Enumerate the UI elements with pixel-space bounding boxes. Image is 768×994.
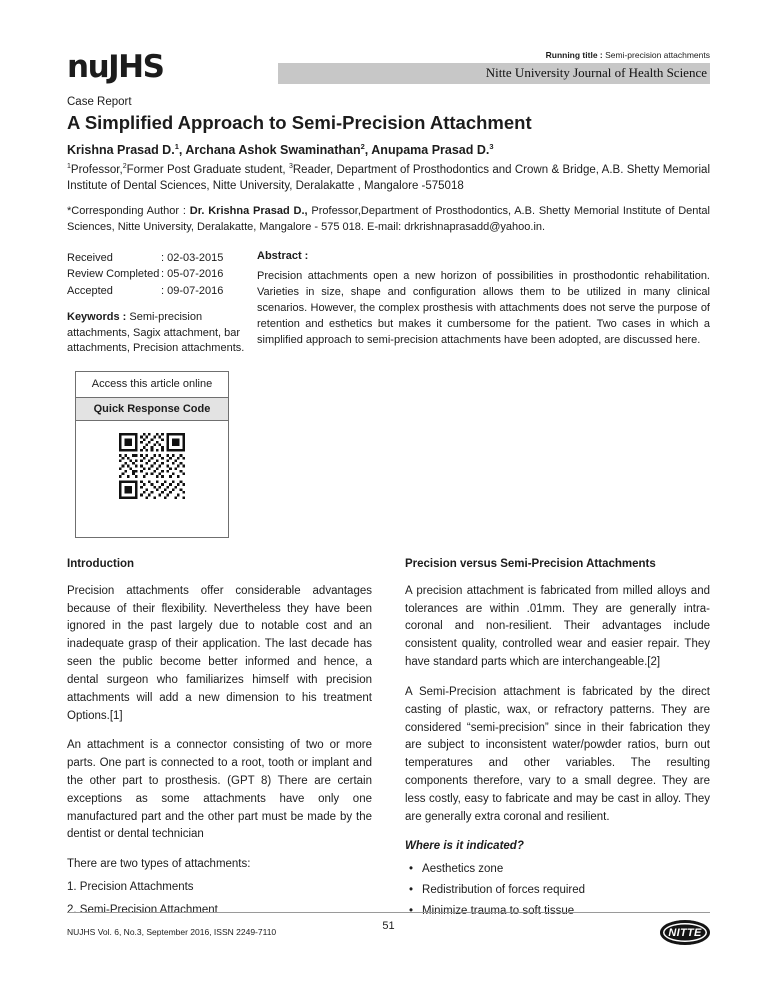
- abstract-text: Precision attachments open a new horizon of possibilities in prosthodontic rehabilitation. Varieties in size, shape and configuration allows them to be utilized in many clinical scenarios. However, the complex prosthesis with attachments does not serve the purpose of retention and esthetics but makes it cumbersome for the patient. Two cases in which a simplified approach to semi-precision attachments have been adopted, are discussed here.: [257, 269, 710, 347]
- left-column: [67, 556, 372, 921]
- nitte-logo: NITTE: [660, 920, 710, 945]
- access-box-title: Access this article online: [91, 378, 213, 391]
- page-footer: [67, 912, 710, 945]
- precision-vs-semiprecision-heading: Precision versus Semi-Precision Attachments: [405, 558, 656, 571]
- keywords-block: [67, 310, 249, 357]
- received-row: [67, 250, 249, 267]
- running-title-label: Running title :: [545, 50, 603, 60]
- review-completed-label: Review Completed: [67, 268, 160, 281]
- qr-code: [119, 433, 185, 499]
- semiprecision-paragraph: A Semi-Precision attachment is fabricated by the direct casting of plastic, wax, or refractory patterns. They are considered “semi-precision” since in their fabrication they are subject to inconsistent water/powder ratios, burn out temperatures and other variables. The resulting components therefore, vary to a small degree. They are less costly, easy to fabricate and may be cast in alloy. They are generally extra coronal and resilient.: [405, 685, 710, 823]
- journal-issue-info: NUJHS Vol. 6, No.3, September 2016, ISSN 2249-7110: [67, 926, 277, 937]
- attachment-types-intro: There are two types of attachments:: [67, 858, 251, 871]
- accepted-date: : 09-07-2016: [161, 284, 224, 297]
- corresponding-author-name: Dr. Krishna Prasad D.,: [189, 204, 308, 217]
- page-title: A Simplified Approach to Semi-Precision Attachment: [67, 112, 532, 133]
- introduction-paragraph-2: An attachment is a connector consisting of two or more parts. One part is connected to a root, tooth or implant and the other part to prosthesis. (GPT 8) There are certain exceptions as some attachments have only one manufactured part and the other part must be made by the dentist or dental technician: [67, 739, 372, 841]
- author-3: Anupama Prasad D.$^3$: [371, 142, 494, 158]
- author-1-sup: 1: [174, 142, 179, 151]
- right-column: [405, 556, 710, 921]
- indication-bullet-3: • Minimize trauma to soft tissue: [405, 903, 710, 921]
- affiliation-line: $^1$Professor,$^2$Former Post Graduate student, $^3$Reader, Department of Prosthodontics and Crown & Bridge, A.B. Shetty Memorial Institute of Dental Sciences, Nitte University, Deralakatte , Mangalore -575018: [67, 163, 710, 193]
- article-type: Case Report: [67, 96, 132, 108]
- running-title: [278, 50, 710, 60]
- received-label: Received: [67, 251, 113, 264]
- keywords-text: Semi-precision attachments, Sagix attachment, bar attachments, Precision attachments.: [67, 311, 245, 355]
- attachment-type-1: 1. Precision Attachments: [67, 881, 194, 894]
- qr-code-area: [76, 421, 228, 537]
- access-article-box: [75, 371, 229, 538]
- accepted-label: Accepted: [67, 284, 113, 297]
- indication-bullet-1: • Aesthetics zone: [405, 861, 710, 879]
- header-right: [278, 50, 710, 84]
- indication-bullet-2: • Redistribution of forces required: [405, 882, 710, 900]
- accepted-row: [67, 283, 249, 300]
- corresponding-author-details: Professor,Department of Prosthodontics, A.B. Shetty Memorial Institute of Dental Sciences, Nitte University, Deralakatte, Mangalore - 575 018. E-mail: drkrishnaprasadd@yahoo.in.: [67, 204, 710, 233]
- indications-heading: Where is it indicated?: [405, 840, 524, 853]
- article-body: [67, 556, 710, 921]
- abstract-label: Abstract :: [257, 249, 309, 262]
- running-title-text: Semi-precision attachments: [602, 50, 710, 60]
- received-date: : 02-03-2015: [161, 251, 224, 264]
- article-dates: [67, 250, 249, 538]
- introduction-paragraph-1: Precision attachments offer considerable advantages because of their flexibility. Nevertheless they have been ignored in the past largely due to notable cost and an inadequate grasp of their application. The last decade has seen the public become better informed and hence, a dental surgeon who familiarizes himself with precision attachments will add a new dimension to his treatment Options.[1]: [67, 584, 372, 722]
- nujhs-logo: nuJHS: [67, 49, 164, 85]
- authors-line: [67, 142, 710, 157]
- meta-abstract-section: [67, 250, 710, 538]
- corresponding-author: *Corresponding Author : Dr. Krishna Prasad D., Professor,Department of Prosthodontics, A.B. Shetty Memorial Institute of Dental Sciences, Nitte University, Deralakatte, Mangalore - 575 018. E-mail: drkrishnaprasadd@yahoo.in.: [67, 204, 710, 233]
- page-number: 51: [382, 920, 395, 932]
- access-box-subtitle: Quick Response Code: [76, 397, 228, 422]
- review-completed-row: [67, 266, 249, 283]
- author-2: Archana Ashok Swaminathan$^2$,: [185, 142, 372, 158]
- precision-paragraph: A precision attachment is fabricated from milled alloys and tolerances are within .01mm. They are generally intra-coronal and non-resilient. Their advantages include consistent quality, controlled wear and easier repair. They have standard parts which are interchangeable.[2]: [405, 584, 710, 669]
- author-1: Krishna Prasad D.$^1$,: [67, 142, 186, 158]
- review-completed-date: : 05-07-2016: [161, 268, 224, 281]
- abstract-section: [249, 250, 710, 538]
- attachment-type-2: 2. Semi-Precision Attachment: [67, 903, 218, 916]
- introduction-heading: Introduction: [67, 558, 135, 571]
- author-3-sup: 3: [489, 142, 494, 151]
- keywords-label: Keywords :: [67, 311, 127, 324]
- journal-name-bar: Nitte University Journal of Health Science: [278, 63, 710, 84]
- author-2-sup: 2: [360, 142, 365, 151]
